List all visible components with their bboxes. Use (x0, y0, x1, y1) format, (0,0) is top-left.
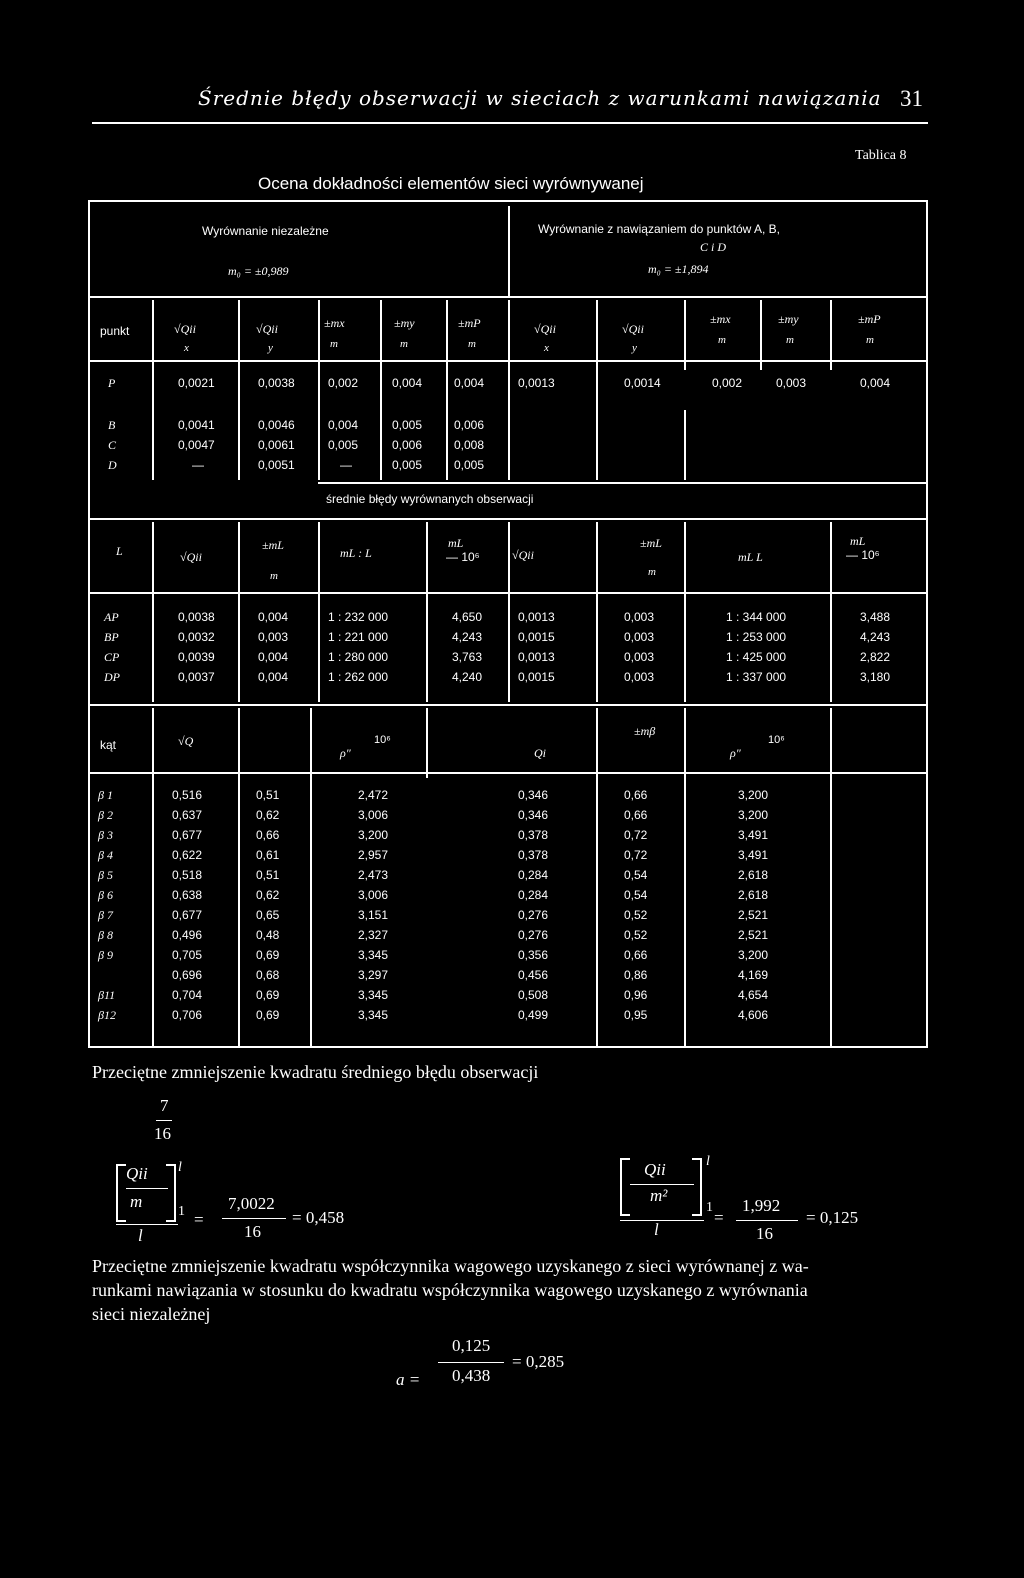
t3-r8-c2: 0,48 (256, 928, 280, 942)
t2-h-m: m (270, 570, 278, 582)
t3-r9-c4: 0,356 (518, 948, 549, 962)
t1-h-m5: m (786, 334, 794, 346)
t3-r11-c6: 4,654 (738, 988, 769, 1002)
t1-D-label: D (108, 458, 117, 472)
t2-r4-c6: 0,003 (624, 670, 655, 684)
t2-h-106b: — 10⁶ (846, 548, 880, 562)
t3-r5-c2: 0,51 (256, 868, 280, 882)
t1-h-punkt: punkt (100, 324, 130, 338)
t3-r10-c1: 0,696 (172, 968, 203, 982)
t1-h-x2: x (544, 342, 549, 354)
t3-r1-c2: 0,51 (256, 788, 280, 802)
t3-h-mbeta: ±mβ (634, 724, 656, 738)
t1-h-m1: m (330, 338, 338, 350)
t3-r1-c6: 3,200 (738, 788, 769, 802)
t3-r1-c5: 0,66 (624, 788, 648, 802)
fr-m2: m² (650, 1186, 668, 1205)
t3-r8-c4: 0,276 (518, 928, 549, 942)
t1-h-my2: ±my (778, 312, 799, 326)
t3-r11-c1: 0,704 (172, 988, 203, 1002)
text-1: Przeciętne zmniejszenie kwadratu średniego błędu obserwacji (92, 1062, 539, 1082)
t1-h-sqrtq-x: √Qii (174, 322, 196, 336)
t2-r4-c3: 1 : 262 000 (328, 670, 389, 684)
t3-r6-c1: 0,638 (172, 888, 203, 902)
t3-r10-c3: 3,297 (358, 968, 389, 982)
t3-r3-c6: 3,491 (738, 828, 769, 842)
t1-P-c7: 0,0014 (624, 376, 661, 390)
t3-r2-c0: β 2 (98, 808, 113, 822)
t2-h-mlL: mL : L (340, 546, 372, 560)
t3-r4-c5: 0,72 (624, 848, 648, 862)
t3-r7-c4: 0,276 (518, 908, 549, 922)
t1-P-c6: 0,0013 (518, 376, 555, 390)
t2-r2-c4: 4,243 (452, 630, 483, 644)
t2-h-mlL2: mL L (738, 550, 763, 564)
t3-r1-c3: 2,472 (358, 788, 389, 802)
t2-h-106: — 10⁶ (446, 550, 480, 564)
running-header: Średnie błędy obserwacji w sieciach z warunkami nawiązania (198, 86, 882, 110)
t1-B-c4: 0,005 (392, 418, 423, 432)
t3-h-sqrtq: √Q (178, 734, 194, 748)
t3-r7-c2: 0,65 (256, 908, 280, 922)
fl-result: = 0,458 (292, 1208, 345, 1227)
t1-B-c2: 0,0046 (258, 418, 295, 432)
t2-r1-c2: 0,004 (258, 610, 289, 624)
t3-r9-c0: β 9 (98, 948, 113, 962)
t3-r10-c5: 0,86 (624, 968, 648, 982)
final-result: = 0,285 (512, 1352, 565, 1371)
t2-h-sqrtq: √Qii (180, 550, 202, 564)
t1-h-sqrtq-x2: √Qii (534, 322, 556, 336)
t2-h-ml3: ±mL (640, 536, 662, 550)
t2-r3-c8: 2,822 (860, 650, 891, 664)
final-lhs: a = (396, 1370, 421, 1389)
t3-r11-c4: 0,508 (518, 988, 549, 1002)
t1-D-c4: 0,005 (392, 458, 423, 472)
t1-h-mx2: ±mx (710, 312, 731, 326)
t2-r2-c2: 0,003 (258, 630, 289, 644)
t2-r2-c5: 0,0015 (518, 630, 555, 644)
t3-r7-c6: 2,521 (738, 908, 769, 922)
t3-r5-c5: 0,54 (624, 868, 648, 882)
t2-r3-c5: 0,0013 (518, 650, 555, 664)
t2-title: średnie błędy wyrównanych obserwacji (326, 492, 534, 506)
t3-r2-c6: 3,200 (738, 808, 769, 822)
text-2-line-3: sieci niezależnej (92, 1304, 211, 1324)
t1-h-y: y (268, 342, 273, 354)
t2-r1-c1: 0,0038 (178, 610, 215, 624)
t2-r2-c1: 0,0032 (178, 630, 215, 644)
t3-r8-c6: 2,521 (738, 928, 769, 942)
t3-r1-c0: β 1 (98, 788, 113, 802)
t2-r1-c7: 1 : 344 000 (726, 610, 787, 624)
t3-r4-c3: 2,957 (358, 848, 389, 862)
fr-exp: l (706, 1154, 710, 1169)
t3-r8-c3: 2,327 (358, 928, 389, 942)
table-title: Ocena dokładności elementów sieci wyrównywanej (258, 174, 644, 193)
t3-r4-c1: 0,622 (172, 848, 203, 862)
t1-B-c5: 0,006 (454, 418, 485, 432)
t3-r11-c3: 3,345 (358, 988, 389, 1002)
t2-r2-c8: 4,243 (860, 630, 891, 644)
t2-r3-c4: 3,763 (452, 650, 483, 664)
text-2-line-2: runkami nawiązania w stosunku do kwadratu współczynnika wagowego uzyskanego z wyrównania (92, 1280, 808, 1300)
t3-r11-c5: 0,96 (624, 988, 648, 1002)
t3-r1-c4: 0,346 (518, 788, 549, 802)
t3-r2-c1: 0,637 (172, 808, 203, 822)
t2-r2-c6: 0,003 (624, 630, 655, 644)
t3-r6-c6: 2,618 (738, 888, 769, 902)
t3-r2-c5: 0,66 (624, 808, 648, 822)
t2-h-ml4: mL (850, 534, 866, 548)
t1-h-mx: ±mx (324, 316, 345, 330)
left-m0: m₀ = ±0,989 (228, 264, 289, 278)
t1-h-mp2: ±mP (858, 312, 881, 326)
t2-r1-c0: AP (104, 610, 119, 624)
t3-r4-c6: 3,491 (738, 848, 769, 862)
fr-sub: 1 (706, 1200, 713, 1215)
t2-r3-c1: 0,0039 (178, 650, 215, 664)
t1-h-m3: m (468, 338, 476, 350)
t1-h-m4: m (718, 334, 726, 346)
t3-r7-c0: β 7 (98, 908, 113, 922)
fl-exp: l (178, 1160, 182, 1175)
t2-r4-c4: 4,240 (452, 670, 483, 684)
text-2-line-1: Przeciętne zmniejszenie kwadratu współczynnika wagowego uzyskanego z sieci wyrównanej z wa- (92, 1256, 809, 1276)
t3-r5-c1: 0,518 (172, 868, 203, 882)
t1-P-c5: 0,004 (454, 376, 485, 390)
right-section-title-2: C i D (700, 240, 727, 254)
t1-P-c9: 0,003 (776, 376, 807, 390)
t1-h-y2: y (632, 342, 637, 354)
t1-h-my: ±my (394, 316, 415, 330)
t3-r6-c5: 0,54 (624, 888, 648, 902)
t1-P-c3: 0,002 (328, 376, 359, 390)
t3-r12-c3: 3,345 (358, 1008, 389, 1022)
t2-r3-c0: CP (104, 650, 120, 664)
t1-B-label: B (108, 418, 116, 432)
t3-r3-c1: 0,677 (172, 828, 203, 842)
fr-result: = 0,125 (806, 1208, 859, 1227)
t3-r6-c0: β 6 (98, 888, 113, 902)
frac-bot: 16 (154, 1124, 171, 1143)
t2-h-ml2: mL (448, 536, 464, 550)
table-frame (88, 200, 928, 1048)
fr-l: l (654, 1220, 659, 1239)
formula-left (112, 1160, 372, 1250)
t1-D-c2: 0,0051 (258, 458, 295, 472)
t2-r1-c4: 4,650 (452, 610, 483, 624)
t3-r6-c4: 0,284 (518, 888, 549, 902)
t3-r7-c3: 3,151 (358, 908, 389, 922)
t2-r4-c1: 0,0037 (178, 670, 215, 684)
t1-C-c3: 0,005 (328, 438, 359, 452)
t2-h-sqrtq2: √Qii (512, 548, 534, 562)
t3-r6-c3: 3,006 (358, 888, 389, 902)
fr-num: 1,992 (742, 1196, 781, 1215)
fr-eq: = (714, 1208, 724, 1227)
t3-r3-c2: 0,66 (256, 828, 280, 842)
t3-r2-c4: 0,346 (518, 808, 549, 822)
t3-r8-c0: β 8 (98, 928, 113, 942)
left-section-title: Wyrównanie niezależne (202, 224, 329, 238)
right-m0: m₀ = ±1,894 (648, 262, 709, 276)
t1-C-label: C (108, 438, 117, 452)
t3-r2-c3: 3,006 (358, 808, 389, 822)
page-number: 31 (900, 86, 923, 111)
t2-r1-c6: 0,003 (624, 610, 655, 624)
t1-C-c5: 0,008 (454, 438, 485, 452)
t2-r1-c8: 3,488 (860, 610, 891, 624)
t3-h-kat: kąt (100, 738, 117, 752)
t2-r4-c5: 0,0015 (518, 670, 555, 684)
t1-C-c1: 0,0047 (178, 438, 215, 452)
t2-h-L: L (116, 544, 123, 558)
t3-r5-c0: β 5 (98, 868, 113, 882)
t2-r4-c2: 0,004 (258, 670, 289, 684)
final-den: 0,438 (452, 1366, 491, 1385)
t3-r8-c1: 0,496 (172, 928, 203, 942)
t1-C-c4: 0,006 (392, 438, 423, 452)
t3-r9-c3: 3,345 (358, 948, 389, 962)
t3-r9-c6: 3,200 (738, 948, 769, 962)
t3-r10-c2: 0,68 (256, 968, 280, 982)
fl-sub: 1 (178, 1204, 185, 1219)
t2-r3-c2: 0,004 (258, 650, 289, 664)
t3-r9-c2: 0,69 (256, 948, 280, 962)
t3-r12-c0: β12 (98, 1008, 116, 1022)
t2-r2-c7: 1 : 253 000 (726, 630, 787, 644)
formula-right (620, 1150, 920, 1250)
t2-h-ml: ±mL (262, 538, 284, 552)
t1-C-c2: 0,0061 (258, 438, 295, 452)
t3-r1-c1: 0,516 (172, 788, 203, 802)
t3-r3-c0: β 3 (98, 828, 113, 842)
t2-r4-c7: 1 : 337 000 (726, 670, 787, 684)
t3-r4-c4: 0,378 (518, 848, 549, 862)
t2-h-m2: m (648, 566, 656, 578)
t3-r3-c4: 0,378 (518, 828, 549, 842)
t2-r1-c5: 0,0013 (518, 610, 555, 624)
fl-qii: Qii (126, 1164, 148, 1183)
fl-num: 7,0022 (228, 1194, 275, 1213)
t3-r5-c4: 0,284 (518, 868, 549, 882)
t3-r9-c1: 0,705 (172, 948, 203, 962)
t1-P-c10: 0,004 (860, 376, 891, 390)
t1-h-sqrtq-y2: √Qii (622, 322, 644, 336)
t2-r3-c6: 0,003 (624, 650, 655, 664)
t3-r3-c3: 3,200 (358, 828, 389, 842)
t1-B-c3: 0,004 (328, 418, 359, 432)
t1-P-c8: 0,002 (712, 376, 743, 390)
t3-r9-c5: 0,66 (624, 948, 648, 962)
t3-r2-c2: 0,62 (256, 808, 280, 822)
t3-r5-c6: 2,618 (738, 868, 769, 882)
t1-h-m6: m (866, 334, 874, 346)
frac-top: 7 (160, 1096, 169, 1115)
t1-D-c3: — (340, 458, 352, 472)
t3-h-rho: ρ″ (340, 746, 351, 760)
t1-P-c4: 0,004 (392, 376, 423, 390)
t3-h-106: 10⁶ (374, 734, 391, 746)
t1-h-sqrtq-y: √Qii (256, 322, 278, 336)
t1-B-c1: 0,0041 (178, 418, 215, 432)
t1-h-m2: m (400, 338, 408, 350)
header-rule (92, 122, 928, 124)
t1-h-mp: ±mP (458, 316, 481, 330)
t3-r12-c4: 0,499 (518, 1008, 549, 1022)
t3-r12-c5: 0,95 (624, 1008, 648, 1022)
t1-P-label: P (108, 376, 116, 390)
fr-qii: Qii (644, 1160, 666, 1179)
t3-h-106b: 10⁶ (768, 734, 785, 746)
table-label: Tablica 8 (855, 148, 907, 163)
t1-h-x: x (184, 342, 189, 354)
t3-r4-c2: 0,61 (256, 848, 280, 862)
fr-den: 16 (756, 1224, 773, 1243)
t3-r10-c4: 0,456 (518, 968, 549, 982)
t3-r12-c1: 0,706 (172, 1008, 203, 1022)
t1-P-c1: 0,0021 (178, 376, 215, 390)
t3-r5-c3: 2,473 (358, 868, 389, 882)
t3-r7-c1: 0,677 (172, 908, 203, 922)
t1-D-c5: 0,005 (454, 458, 485, 472)
t3-r11-c2: 0,69 (256, 988, 280, 1002)
t2-r3-c3: 1 : 280 000 (328, 650, 389, 664)
t3-r12-c6: 4,606 (738, 1008, 769, 1022)
fl-m: m (130, 1192, 143, 1211)
t2-r4-c0: DP (104, 670, 120, 684)
t1-D-c1: — (192, 458, 204, 472)
t2-r2-c0: BP (104, 630, 119, 644)
t1-P-c2: 0,0038 (258, 376, 295, 390)
t3-r4-c0: β 4 (98, 848, 113, 862)
t3-h-rho2: ρ″ (730, 746, 741, 760)
t3-h-qi: Qi (534, 746, 546, 760)
t3-r3-c5: 0,72 (624, 828, 648, 842)
t3-r12-c2: 0,69 (256, 1008, 280, 1022)
t3-r8-c5: 0,52 (624, 928, 648, 942)
t3-r10-c6: 4,169 (738, 968, 769, 982)
fl-l: l (138, 1226, 143, 1245)
t2-r2-c3: 1 : 221 000 (328, 630, 389, 644)
t3-r7-c5: 0,52 (624, 908, 648, 922)
t3-r6-c2: 0,62 (256, 888, 280, 902)
t2-r1-c3: 1 : 232 000 (328, 610, 389, 624)
final-num: 0,125 (452, 1336, 491, 1355)
fl-eq: = (194, 1210, 204, 1229)
t2-r3-c7: 1 : 425 000 (726, 650, 787, 664)
fl-den: 16 (244, 1222, 261, 1241)
t3-r11-c0: β11 (98, 988, 116, 1002)
t2-r4-c8: 3,180 (860, 670, 891, 684)
right-section-title-1: Wyrównanie z nawiązaniem do punktów A, B, (538, 222, 781, 236)
